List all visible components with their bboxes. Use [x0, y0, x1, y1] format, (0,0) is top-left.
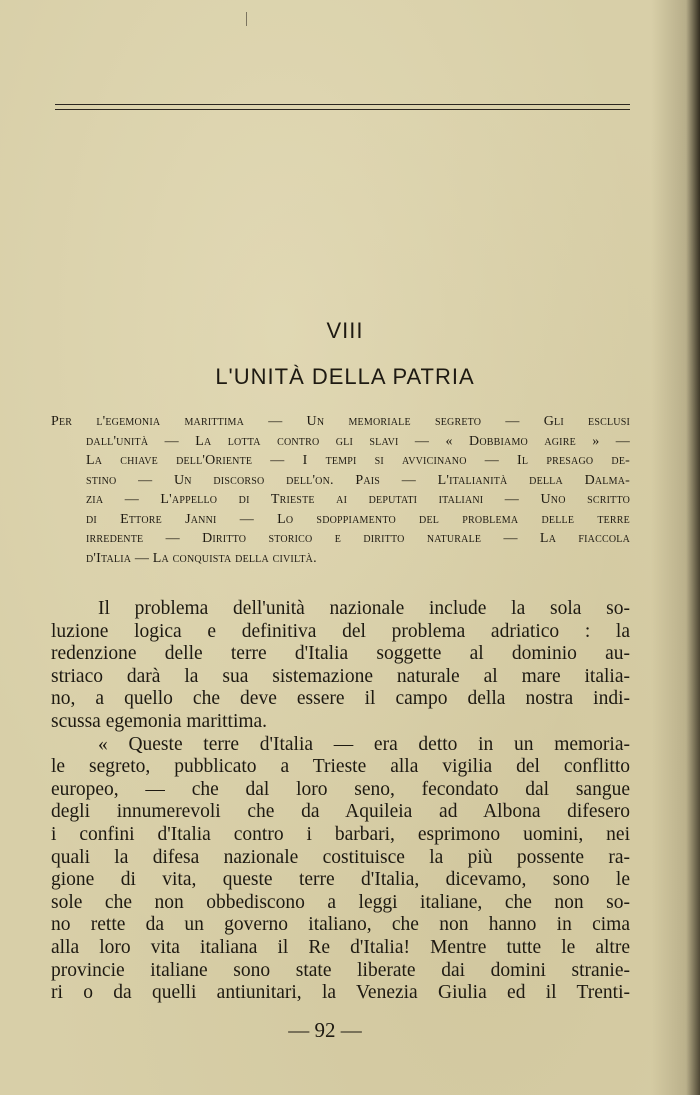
body-line: sole che non obbediscono a leggi italiane, che non so-	[51, 891, 630, 913]
body-line: redenzione delle terre d'Italia soggette al dominio au-	[51, 643, 630, 665]
page-number: — 92 —	[288, 1018, 362, 1042]
summary-line: zia — L'appello di Trieste ai deputati italiani — Uno scritto	[86, 492, 630, 507]
body-line: degli innumerevoli che da Aquileia ad Albona difesero	[51, 801, 630, 823]
summary-line: d'Italia — La conquista della civiltà.	[86, 550, 317, 566]
body-line: no rette da un governo italiano, che non hanno in cima	[51, 914, 630, 936]
body-line: alla loro vita italiana il Re d'Italia! Mentre tutte le altre	[51, 936, 630, 958]
body-line: europeo, — che dal loro seno, fecondato dal sangue	[51, 778, 630, 800]
summary-line: di Ettore Janni — Lo sdoppiamento del problema delle terre	[86, 511, 630, 527]
body-line: scussa egemonia marittima.	[51, 710, 268, 732]
body-line: no, a quello che deve essere il campo della nostra indi-	[51, 688, 630, 710]
body-text	[51, 598, 630, 1005]
body-line: i confini d'Italia contro i barbari, esprimono uomini, nei	[51, 823, 630, 845]
chapter-summary	[51, 412, 630, 568]
body-line: luzione logica e definitiva del problema adriatico : la	[51, 620, 630, 642]
page-mark	[246, 12, 247, 26]
body-line: ri o da quelli antiunitari, la Venezia Giulia ed il Trenti-	[51, 982, 630, 1004]
summary-line: Per l'egemonia marittima — Un memoriale segreto — Gli esclusi	[51, 414, 630, 429]
body-line: « Queste terre d'Italia — era detto in un memoria-	[98, 733, 630, 755]
summary-line: dall'unità — La lotta contro gli slavi — « Dobbiamo agire » —	[86, 433, 630, 449]
chapter-number: VIII	[326, 318, 364, 343]
header-rule-top	[55, 104, 630, 105]
summary-line: irredente — Diritto storico e diritto naturale — La fiaccola	[86, 531, 630, 546]
chapter-title: L'UNITÀ DELLA PATRIA	[215, 364, 475, 389]
body-line: provincie italiane sono state liberate dai domini stranie-	[51, 959, 630, 981]
body-line: gione di vita, queste terre d'Italia, dicevamo, sono le	[51, 869, 630, 891]
body-line: Il problema dell'unità nazionale include la sola so-	[98, 598, 630, 619]
summary-line: La chiave dell'Oriente — I tempi si avvicinano — Il presago de-	[86, 453, 630, 468]
body-line: le segreto, pubblicato a Trieste alla vigilia del conflitto	[51, 756, 630, 778]
summary-line: stino — Un discorso dell'on. Pais — L'italianità della Dalma-	[86, 472, 630, 488]
body-line: striaco darà la sua sistemazione naturale al mare italia-	[51, 665, 630, 687]
header-rule-bottom	[55, 109, 630, 110]
body-line: quali la difesa nazionale costituisce la più possente ra-	[51, 846, 630, 868]
